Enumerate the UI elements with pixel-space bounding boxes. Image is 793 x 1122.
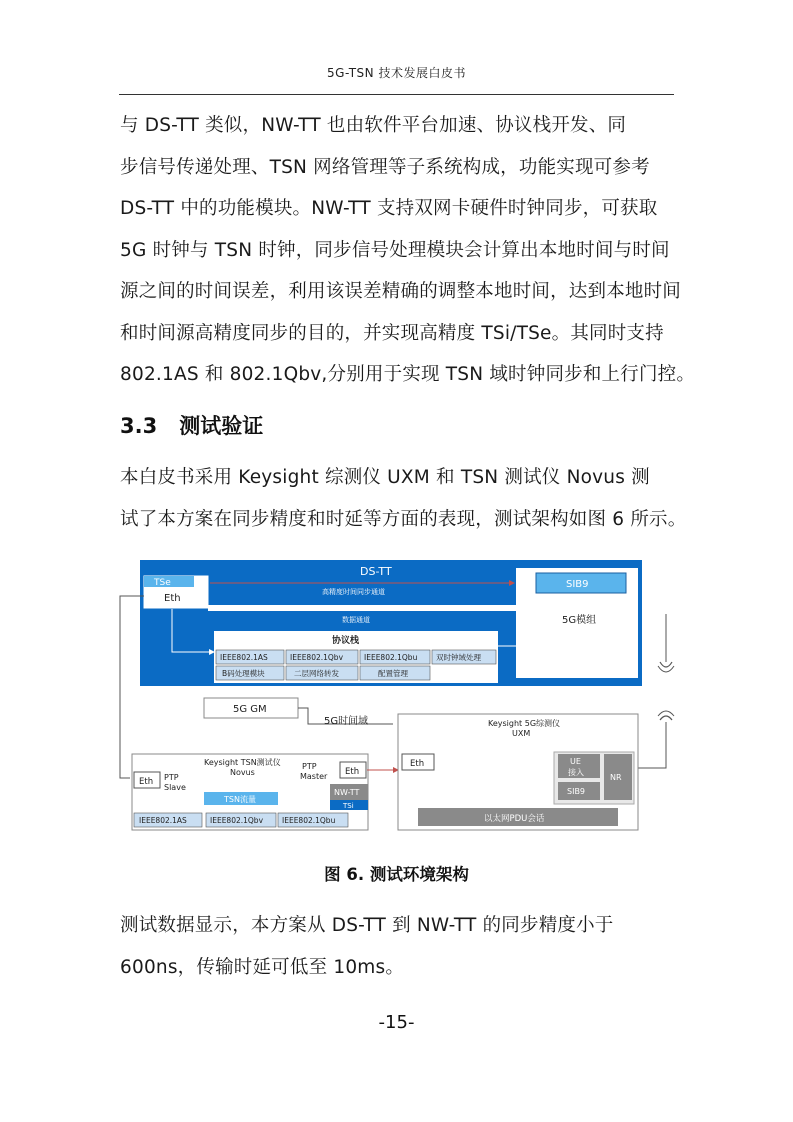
novus-cell-label: IEEE802.1AS — [139, 816, 187, 825]
paragraph-line: 步信号传递处理、TSN 网络管理等子系统构成，功能实现可参考 — [120, 156, 650, 178]
uxm-eth-label: Eth — [410, 759, 425, 769]
protocol-cell-label: 二层网络转发 — [294, 669, 339, 678]
novus-title-line2: Novus — [230, 768, 255, 777]
nwtt-label: NW-TT — [334, 788, 360, 797]
protocol-cell-label: IEEE802.1Qbu — [364, 653, 418, 662]
page-header: 5G-TSN 技术发展白皮书 — [327, 66, 466, 80]
ptp-slave-line2: Slave — [164, 783, 186, 792]
novus-eth-label: Eth — [139, 777, 154, 787]
novus-cell-label: IEEE802.1Qbv — [210, 816, 264, 825]
paragraph-line: 600ns，传输时延可低至 10ms。 — [120, 956, 405, 978]
protocol-cell-label: B码处理模块 — [222, 669, 265, 678]
ue-line2: 接入 — [568, 768, 584, 777]
novus-eth2-label: Eth — [345, 767, 360, 777]
data-channel-label: 数据通道 — [342, 616, 370, 624]
ptp-slave-line1: PTP — [164, 773, 179, 782]
uxm-title-line2: UXM — [512, 729, 531, 738]
paragraph-line: 本白皮书采用 Keysight 综测仪 UXM 和 TSN 测试仪 Novus 测 — [120, 467, 650, 488]
paragraph-nwtt — [120, 105, 696, 396]
ue-line1: UE — [570, 757, 581, 766]
paragraph-test-setup — [120, 457, 687, 540]
uxm-antenna-wave-icon — [658, 711, 674, 716]
gm-label: 5G GM — [233, 704, 267, 715]
header-rule — [119, 94, 674, 95]
uxm-antenna-line — [638, 722, 666, 768]
paragraph-line: 5G 时钟与 TSN 时钟，同步信号处理模块会计算出本地时间与时间 — [120, 239, 670, 261]
sib9-label: SIB9 — [566, 579, 589, 590]
page-number: -15- — [378, 1012, 415, 1033]
nr-label: NR — [610, 773, 622, 782]
uxm-title-line1: Keysight 5G综测仪 — [488, 719, 561, 728]
section-number: 3.3 — [120, 414, 158, 438]
paragraph-line: 试了本方案在同步精度和时延等方面的表现，测试架构如图 6 所示。 — [120, 508, 687, 530]
paragraph-line: 与 DS-TT 类似，NW-TT 也由软件平台加速、协议栈开发、同 — [120, 115, 627, 136]
uxm-sib9-label: SIB9 — [567, 787, 586, 796]
uxm-antenna-icon — [660, 716, 672, 720]
sync-channel-label: 高精度时间同步通道 — [322, 588, 385, 596]
paragraph-line: DS-TT 中的功能模块。NW-TT 支持双网卡硬件时钟同步，可获取 — [120, 198, 658, 219]
dstt-eth-label: Eth — [164, 593, 181, 604]
paragraph-results — [120, 905, 674, 988]
protocol-cell-label: IEEE802.1AS — [220, 653, 268, 662]
section-heading — [120, 410, 263, 440]
paragraph-line: 测试数据显示，本方案从 DS-TT 到 NW-TT 的同步精度小于 — [120, 915, 614, 936]
figure-caption: 图 6. 测试环境架构 — [324, 865, 469, 884]
ptp-master-line1: PTP — [302, 762, 317, 771]
ptp-master-line2: Master — [300, 772, 328, 781]
module-5g-label: 5G模组 — [562, 615, 597, 626]
protocol-stack-title: 协议栈 — [332, 636, 360, 646]
tsi-label: TSi — [343, 802, 354, 810]
data-channel-bar — [208, 605, 516, 611]
test-architecture-figure — [118, 556, 676, 836]
tse-label: TSe — [154, 578, 171, 588]
protocol-cell-label: 双时钟域处理 — [436, 653, 481, 662]
protocol-cell-label: 配置管理 — [378, 669, 408, 678]
dstt-title: DS-TT — [360, 565, 392, 578]
time-domain-label: 5G时间域 — [324, 716, 369, 727]
paragraph-line: 源之间的时间误差，利用该误差精确的调整本地时间，达到本地时间 — [120, 281, 682, 302]
novus-cell-label: IEEE802.1Qbu — [282, 816, 336, 825]
dstt-antenna-icon — [660, 662, 672, 667]
paragraph-line: 802.1AS 和 802.1Qbv,分别用于实现 TSN 域时钟同步和上行门控。 — [120, 364, 696, 385]
architecture-diagram — [118, 556, 676, 836]
pdu-label: 以太网PDU会话 — [484, 814, 545, 824]
paragraph-line: 和时间源高精度同步的目的，并实现高精度 TSi/TSe。其同时支持 — [120, 322, 664, 344]
protocol-cell-label: IEEE802.1Qbv — [290, 653, 344, 662]
tsn-flow-label: TSN流量 — [224, 795, 256, 804]
section-title: 测试验证 — [179, 414, 264, 438]
novus-title-line1: Keysight TSN测试仪 — [204, 758, 281, 767]
